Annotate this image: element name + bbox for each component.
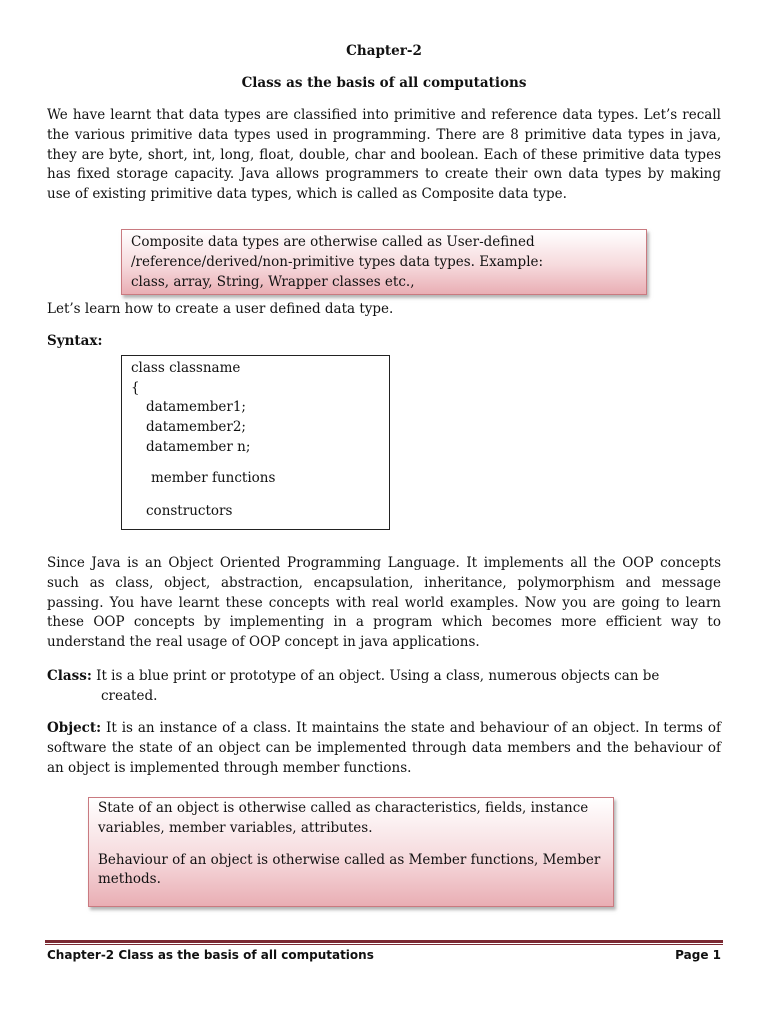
- object-text: It is an instance of a class. It maintains the state and behaviour of an object. In terms of software the state of an object can be implemented through data members and the behaviour of an object is implemented through member functions.: [47, 720, 721, 776]
- note-line: Composite data types are otherwise called as User-defined: [131, 234, 535, 250]
- footer-title: Chapter-2 Class as the basis of all computations: [47, 948, 374, 962]
- syntax-line: datamember n;: [146, 439, 251, 455]
- note-line: class, array, String, Wrapper classes etc.,: [131, 273, 415, 290]
- chapter-title: Class as the basis of all computations: [241, 75, 527, 91]
- class-term: Class:: [47, 668, 92, 684]
- learn-line: Let’s learn how to create a user defined data type.: [47, 301, 394, 317]
- syntax-line: {: [131, 380, 140, 396]
- behaviour-note: Behaviour of an object is otherwise called as Member functions, Member methods.: [98, 851, 601, 888]
- syntax-line: member functions: [151, 470, 276, 486]
- class-text-continued: created.: [101, 688, 158, 704]
- syntax-line: datamember2;: [146, 419, 246, 435]
- note-line: /reference/derived/non-primitive types data types. Example:: [131, 253, 544, 270]
- syntax-line: datamember1;: [146, 399, 246, 415]
- footer-rule-thin: [45, 944, 723, 945]
- class-definition: [47, 666, 721, 706]
- oop-paragraph: Since Java is an Object Oriented Programming Language. It implements all the OOP concepts such as class, object, abstraction, encapsulation, inheritance, polymorphism and message passing. You have learnt these concepts with real world examples. Now you are going to learn these OOP concepts by implementing in a program which becomes more efficient way to understand the real usage of OOP concept in java applications.: [47, 555, 721, 651]
- page-number: Page 1: [675, 948, 721, 962]
- object-definition: [47, 718, 721, 778]
- footer-rule: [45, 940, 723, 943]
- intro-paragraph: We have learnt that data types are classified into primitive and reference data types. Let’s recall the various primitive data types used in programming. There are 8 primitive data types in java, they are byte, short, int, long, float, double, char and boolean. Each of these primitive data types has fixed storage capacity. Java allows programmers to create their own data types by making use of existing primitive data types, which is called as Composite data type.: [47, 107, 721, 203]
- state-behaviour-note-box: [88, 797, 614, 907]
- syntax-box: [121, 355, 390, 530]
- state-note: State of an object is otherwise called as characteristics, fields, instance variables, member variables, attributes.: [98, 800, 589, 836]
- chapter-heading: Chapter-2: [346, 43, 422, 59]
- composite-note-box: [121, 229, 647, 295]
- class-text: It is a blue print or prototype of an object. Using a class, numerous objects can be: [96, 668, 660, 684]
- object-term: Object:: [47, 720, 102, 736]
- syntax-label: Syntax:: [47, 333, 103, 349]
- syntax-line: class classname: [131, 360, 241, 376]
- syntax-line: constructors: [146, 503, 233, 519]
